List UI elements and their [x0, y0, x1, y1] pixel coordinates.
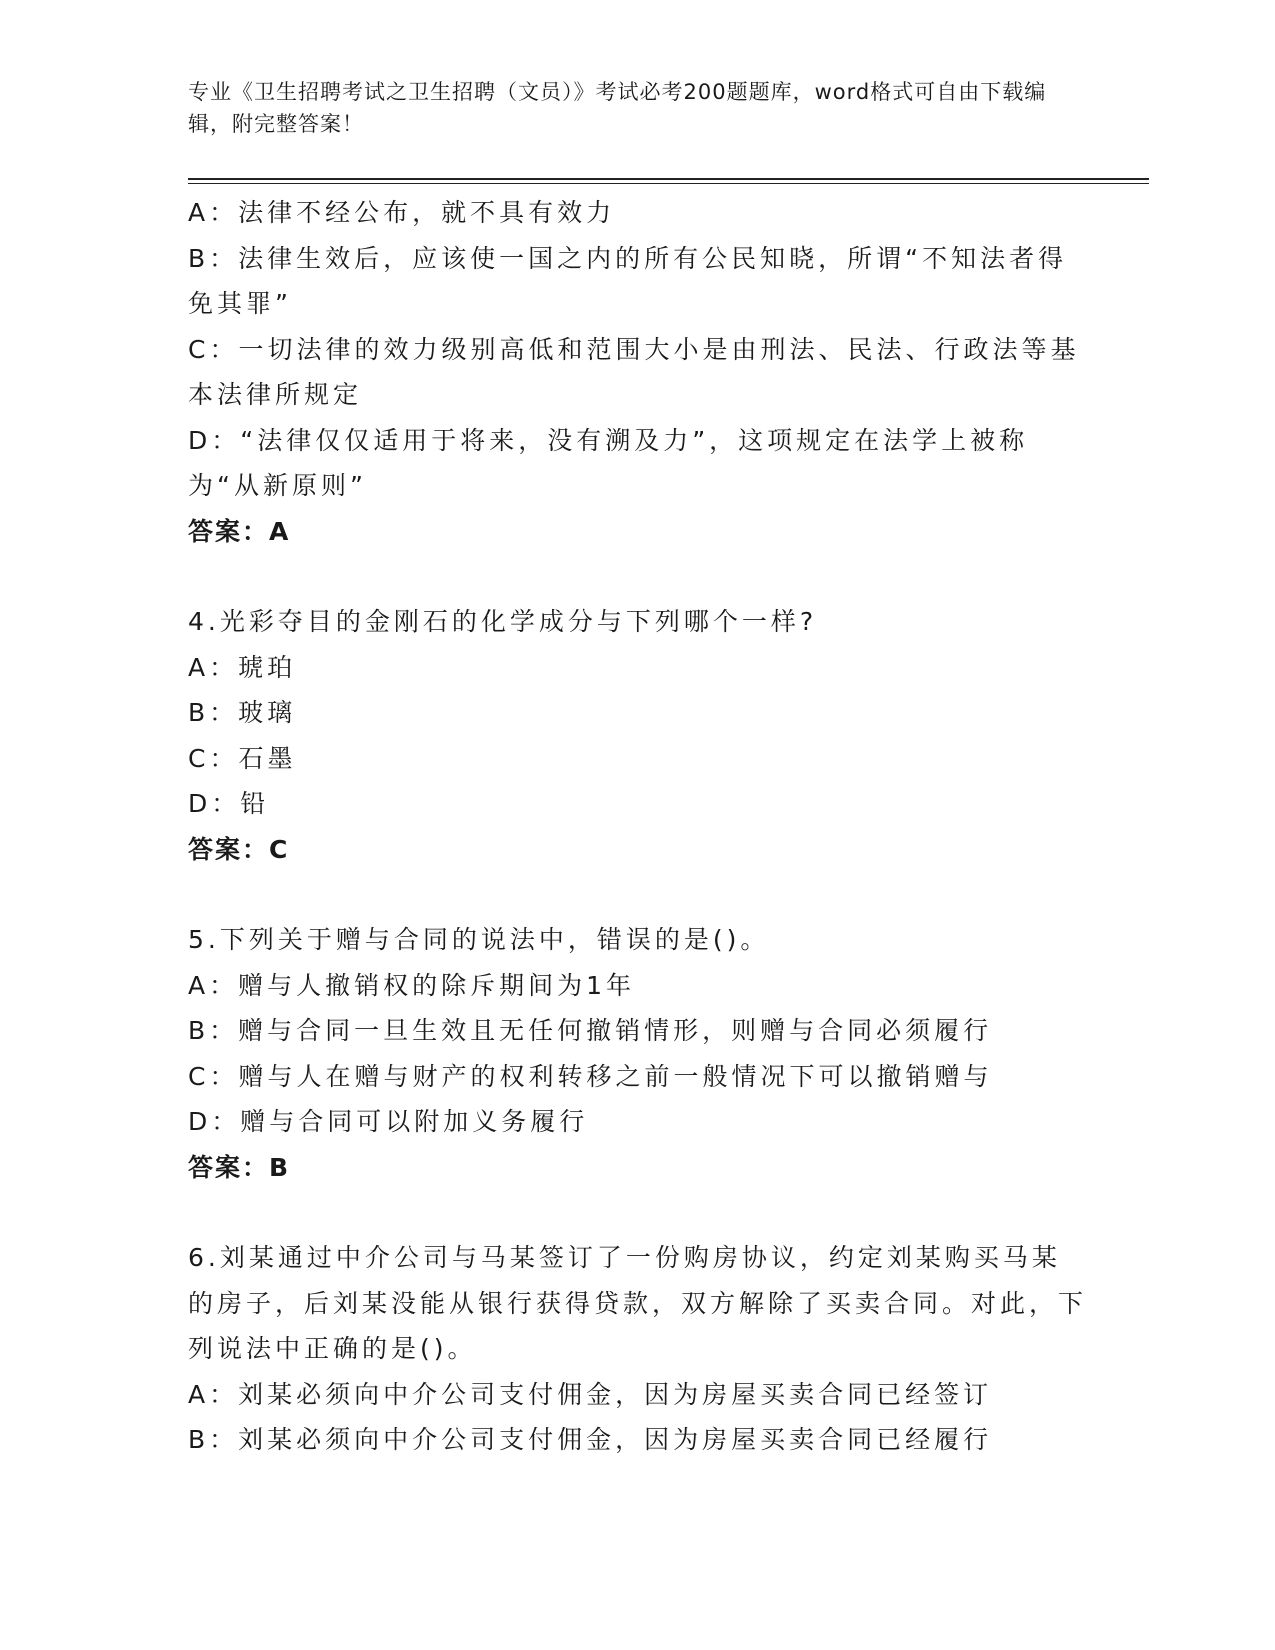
- question-list: [188, 190, 1088, 1463]
- option-a: A：法律不经公布，就不具有效力: [188, 198, 616, 227]
- spacer: [188, 554, 1088, 599]
- header-rule-thick: [188, 178, 1149, 180]
- question-4: [188, 599, 1088, 872]
- document-header: [188, 76, 1068, 140]
- answer: 答案：A: [188, 516, 291, 546]
- question-6: [188, 1235, 1088, 1463]
- option-c: C：一切法律的效力级别高低和范围大小是由刑法、民法、行政法等基本法律所规定: [188, 334, 1080, 409]
- option-b: B：赠与合同一旦生效且无任何撤销情形，则赠与合同必须履行: [188, 1016, 993, 1045]
- option-c: C：赠与人在赠与财产的权利转移之前一般情况下可以撤销赠与: [188, 1061, 993, 1091]
- header-rule-thin: [188, 183, 1149, 184]
- option-b: B：玻璃: [188, 698, 297, 727]
- option-b: B：刘某必须向中介公司支付佣金，因为房屋买卖合同已经履行: [188, 1425, 993, 1454]
- answer: 答案：C: [188, 834, 290, 864]
- spacer: [188, 872, 1088, 917]
- option-c: C：石墨: [188, 743, 297, 773]
- option-a: A：赠与人撤销权的除斥期间为1年: [188, 970, 636, 1000]
- option-a: A：琥珀: [188, 652, 297, 682]
- option-b: B：法律生效后，应该使一国之内的所有公民知晓，所谓“不知法者得免其罪”: [188, 243, 1068, 318]
- option-d: D：“法律仅仅适用于将来，没有溯及力”，这项规定在法学上被称为“从新原则”: [188, 425, 1029, 500]
- option-d: D：铅: [188, 789, 270, 818]
- header-text: 专业《卫生招聘考试之卫生招聘（文员）》考试必考200题题库，word格式可自由下载编辑，附完整答案！: [188, 80, 1047, 136]
- option-a: A：刘某必须向中介公司支付佣金，因为房屋买卖合同已经签订: [188, 1379, 993, 1409]
- question-stem: 6.刘某通过中介公司与马某签订了一份购房协议，约定刘某购买马某的房子，后刘某没能从银行获得贷款，双方解除了买卖合同。对此，下列说法中正确的是()。: [188, 1243, 1088, 1363]
- question-stem: 4.光彩夺目的金刚石的化学成分与下列哪个一样?: [188, 607, 818, 636]
- spacer: [188, 1190, 1088, 1235]
- option-d: D：赠与合同可以附加义务履行: [188, 1107, 589, 1136]
- question-stem: 5.下列关于赠与合同的说法中，错误的是()。: [188, 925, 770, 954]
- question-5: [188, 917, 1088, 1190]
- answer: 答案：B: [188, 1152, 291, 1182]
- question-3: [188, 190, 1088, 554]
